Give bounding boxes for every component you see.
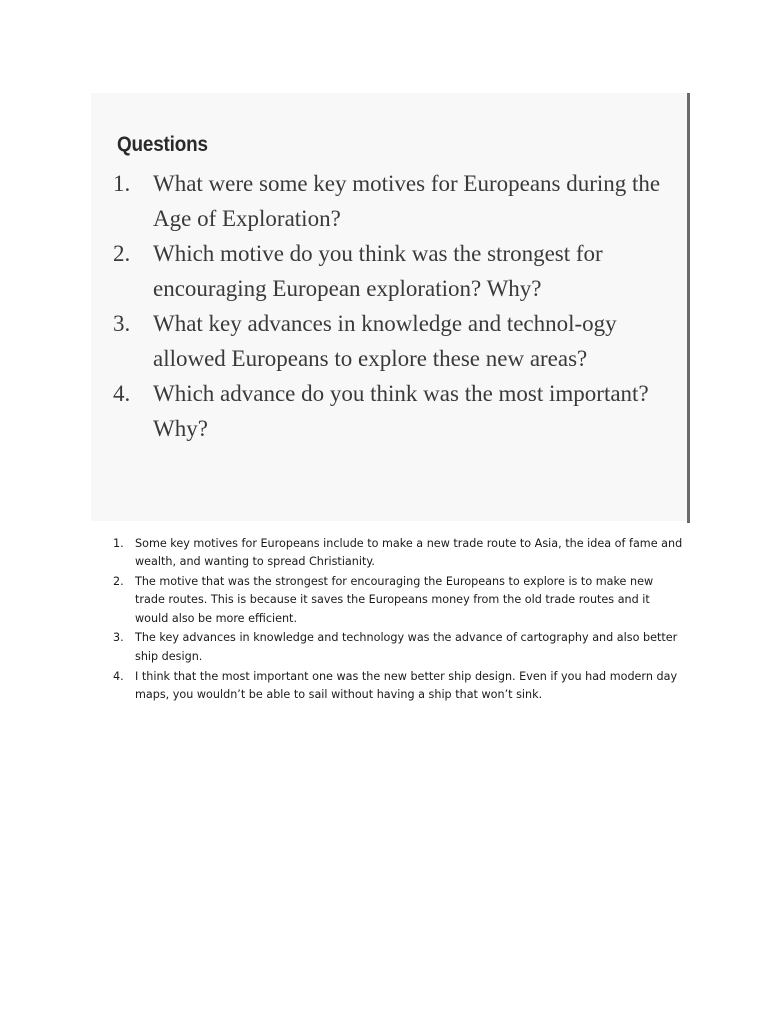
answer-text: Some key motives for Europeans include to make a new trade route to Asia, the idea of fame and wealth, and wanting to spread Christianity. [135, 537, 683, 569]
question-item [113, 306, 673, 376]
question-text: What were some key motives for Europeans during the Age of Exploration? [153, 171, 661, 231]
question-item [113, 166, 673, 236]
answer-item [113, 535, 683, 572]
answer-number: 4. [113, 669, 124, 683]
question-number: 1. [113, 171, 131, 196]
answers-list [113, 535, 683, 706]
answer-number: 3. [113, 631, 124, 645]
question-number: 3. [113, 311, 131, 336]
question-number: 2. [113, 241, 131, 266]
scan-border-line [687, 93, 690, 523]
questions-heading: Questions [117, 133, 208, 156]
question-text: Which motive do you think was the strongest for encouraging European exploration? Why? [153, 241, 603, 301]
questions-scan-image [91, 93, 689, 521]
questions-list [113, 166, 673, 446]
question-item [113, 376, 673, 446]
answer-item [113, 668, 683, 705]
answer-text: I think that the most important one was the new better ship design. Even if you had modern day maps, you wouldn’t be able to sail without having a ship that won’t sink. [135, 669, 678, 701]
answer-item [113, 629, 683, 666]
answer-item [113, 573, 683, 628]
answer-text: The motive that was the strongest for encouraging the Europeans to explore is to make new trade routes. This is because it saves the Europeans money from the old trade routes and it would also be more efficient. [135, 575, 654, 625]
answer-text: The key advances in knowledge and technology was the advance of cartography and also better ship design. [135, 631, 678, 663]
question-text: Which advance do you think was the most important? Why? [153, 381, 649, 441]
question-text: What key advances in knowledge and technol-ogy allowed Europeans to explore these new areas? [153, 311, 617, 371]
question-number: 4. [113, 381, 131, 406]
answer-number: 1. [113, 537, 124, 550]
question-item [113, 236, 673, 306]
answer-number: 2. [113, 575, 124, 589]
